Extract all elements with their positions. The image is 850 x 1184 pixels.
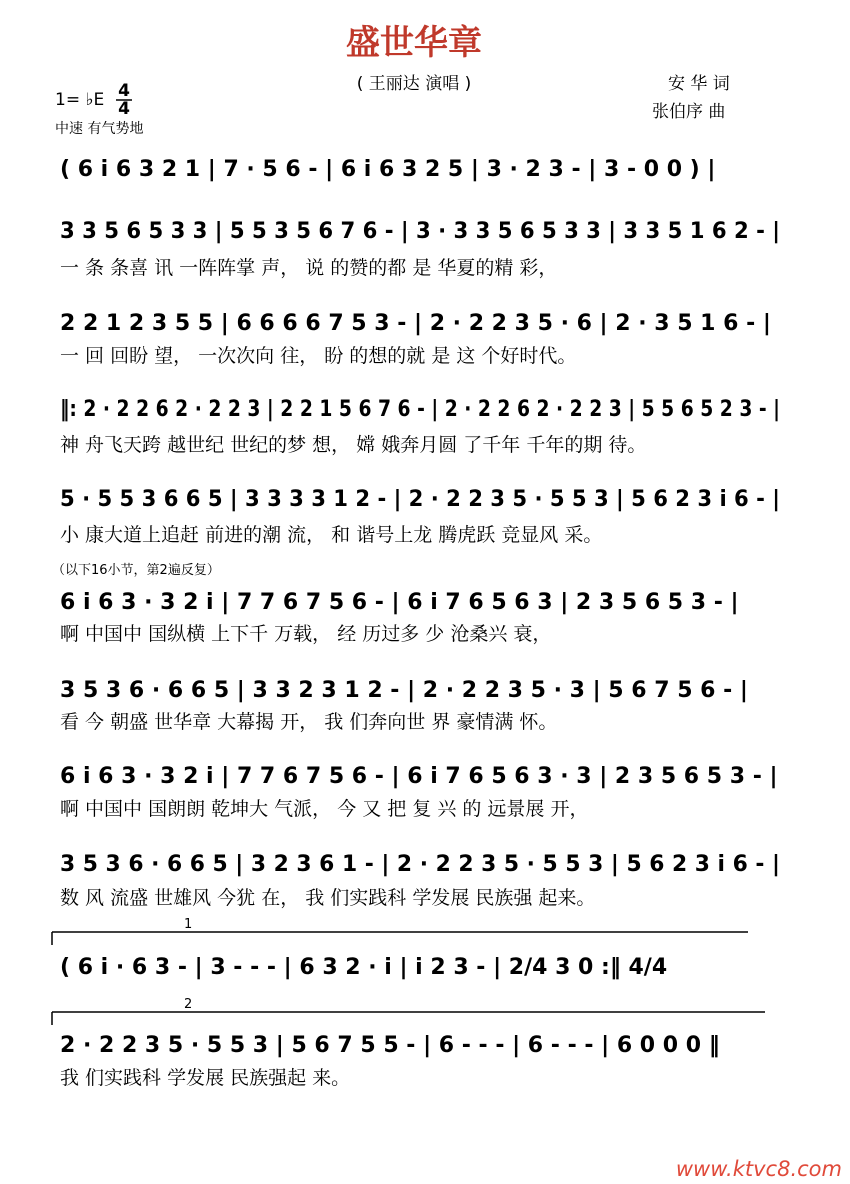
composer-credit: 张伯序 曲 — [652, 102, 726, 122]
notation-row-4: ‖: 2 · 2 2 6 2 · 2 2 3 | 2 2 1 5 6 7 6 - | 2 · 2 2 6 2 · 2 2 3 | 5 5 6 5 2 3 - | — [60, 397, 780, 422]
repeat-instruction: （以下16小节，第2遍反复） — [52, 563, 220, 578]
lyric-row-4: 神 舟飞天跨 越世纪 世纪的梦 想， 嫦 娥奔月圆 了千年 千年的期 待。 — [60, 434, 647, 456]
svg-text:1: 1 — [184, 917, 193, 932]
notation-row-2: 3 3 5 6 5 3 3 | 5 5 3 5 6 7 6 - | 3 · 3 3 5 6 5 3 3 | 3 3 5 1 6 2 - | — [60, 219, 780, 244]
lyric-row-9: 数 风 流盛 世雄风 今犹 在， 我 们实践科 学发展 民族强 起来。 — [60, 887, 596, 909]
ending-bracket-2 — [52, 997, 765, 1025]
notation-row-9: 3 5 3 6 · 6 6 5 | 3 2 3 6 1 - | 2 · 2 2 3 5 · 5 5 3 | 5 6 2 3 i 6 - | — [60, 852, 780, 877]
key-signature: 1= ♭E — [55, 90, 105, 110]
lyric-row-2: 一 条 条喜 讯 一阵阵掌 声， 说 的赞的都 是 华夏的精 彩， — [60, 257, 558, 279]
svg-text:2: 2 — [184, 997, 193, 1012]
notation-row-1: ( 6 i 6 3 2 1 | 7 · 5 6 - | 6 i 6 3 2 5 | 3 · 2 3 - | 3 - 0 0 ) | — [60, 157, 716, 182]
notation-row-3: 2 2 1 2 3 5 5 | 6 6 6 6 7 5 3 - | 2 · 2 2 3 5 · 6 | 2 · 3 5 1 6 - | — [60, 311, 771, 336]
site-watermark: www.ktvc8.com — [675, 1157, 842, 1181]
notation-row-11: 2 · 2 2 3 5 · 5 5 3 | 5 6 7 5 5 - | 6 - - - | 6 - - - | 6 0 0 0 ‖ — [60, 1033, 720, 1058]
time-signature — [116, 81, 132, 119]
lyric-row-7: 看 今 朝盛 世华章 大幕揭 开， 我 们奔向世 界 豪情满 怀。 — [60, 711, 558, 733]
svg-text:4: 4 — [118, 81, 130, 101]
song-title: 盛世华章 — [346, 23, 482, 63]
lyric-row-3: 一 回 回盼 望， 一次次向 往， 盼 的想的就 是 这 个好时代。 — [60, 345, 577, 367]
svg-text:4: 4 — [118, 99, 130, 119]
lyric-row-11: 我 们实践科 学发展 民族强起 来。 — [60, 1067, 351, 1089]
notation-row-6: 6 i 6 3 · 3 2 i | 7 7 6 7 5 6 - | 6 i 7 6 5 6 3 | 2 3 5 6 5 3 - | — [60, 590, 739, 615]
notation-row-5: 5 · 5 5 3 6 6 5 | 3 3 3 3 1 2 - | 2 · 2 2 3 5 · 5 5 3 | 5 6 2 3 i 6 - | — [60, 487, 780, 512]
notation-row-8: 6 i 6 3 · 3 2 i | 7 7 6 7 5 6 - | 6 i 7 6 5 6 3 · 3 | 2 3 5 6 5 3 - | — [60, 764, 778, 789]
tempo-marking: 中速 有气势地 — [55, 121, 144, 137]
score-rows — [52, 157, 780, 1089]
lyric-row-5: 小 康大道上追赶 前进的潮 流， 和 谐号上龙 腾虎跃 竞显风 采。 — [60, 524, 603, 546]
ending-bracket-1 — [52, 917, 748, 945]
performer-credit: ( 王丽达 演唱 ) — [356, 74, 472, 94]
lyric-row-6: 啊 中国中 国纵横 上下千 万载， 经 历过多 少 沧桑兴 衰， — [60, 623, 552, 645]
notation-row-7: 3 5 3 6 · 6 6 5 | 3 3 2 3 1 2 - | 2 · 2 2 3 5 · 3 | 5 6 7 5 6 - | — [60, 678, 748, 703]
lyricist-credit: 安 华 词 — [668, 74, 730, 94]
lyric-row-8: 啊 中国中 国朗朗 乾坤大 气派， 今 又 把 复 兴 的 远景展 开， — [60, 798, 589, 820]
notation-row-10: ( 6 i · 6 3 - | 3 - - - | 6 3 2 · i | i 2 3 - | 2/4 3 0 :‖ 4/4 — [60, 955, 668, 980]
